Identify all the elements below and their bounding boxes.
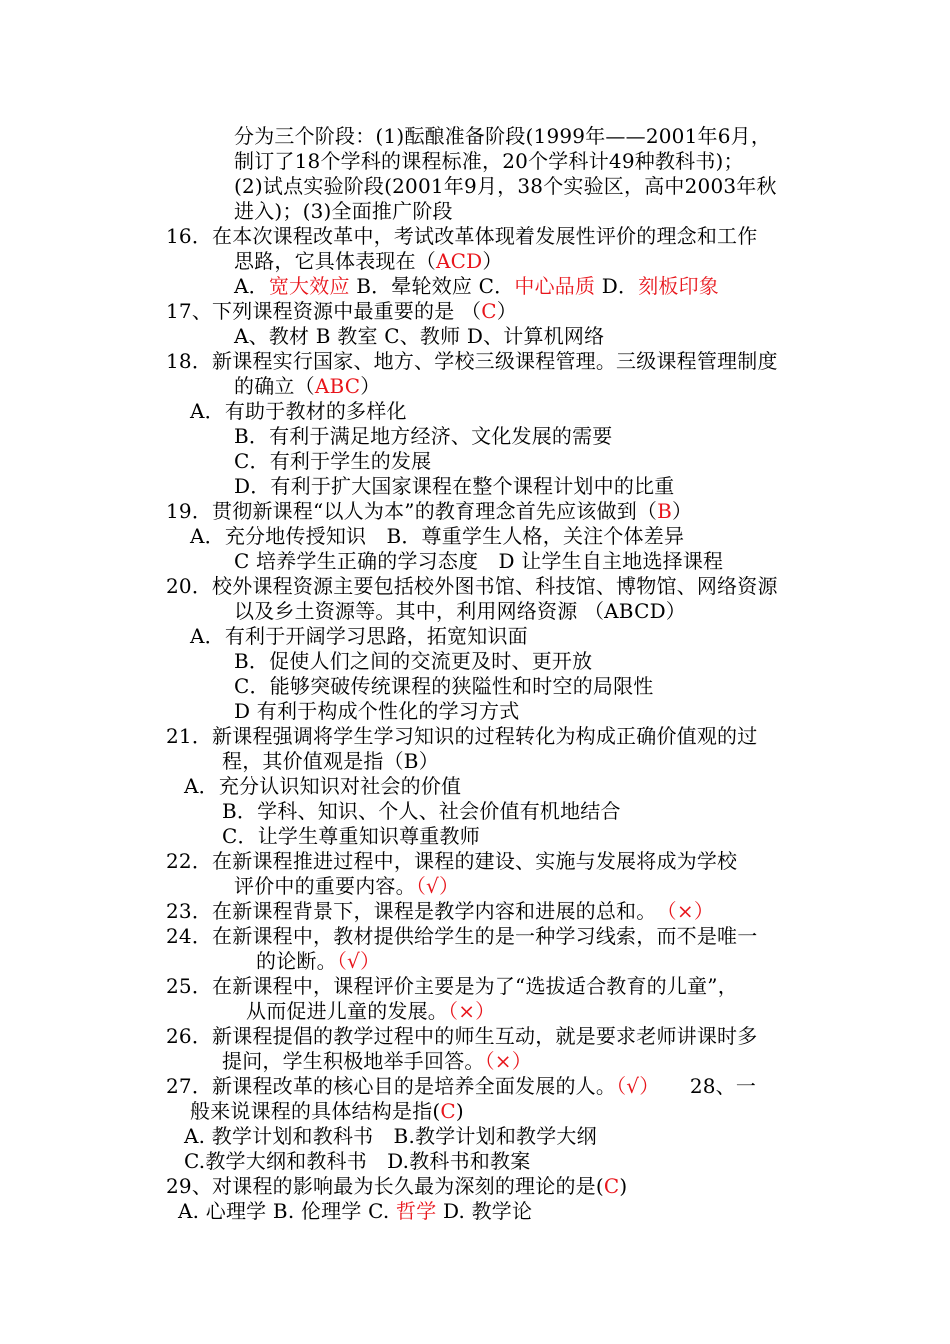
text-run: C 培养学生正确的学习态度 D 让学生自主地选择课程 xyxy=(234,549,724,573)
answer-highlight: C xyxy=(481,299,497,323)
text-line xyxy=(184,1124,597,1149)
answer-highlight: （×） xyxy=(448,999,496,1023)
text-run: 进入)；(3)全面推广阶段 xyxy=(234,199,453,223)
text-run: 26．新课程提倡的教学过程中的师生互动，就是要求老师讲课时多 xyxy=(166,1024,758,1048)
text-line xyxy=(234,149,744,174)
text-line xyxy=(234,424,613,449)
text-run: (2)试点实验阶段(2001年9月，38个实验区，高中2003年秋 xyxy=(234,174,777,198)
text-run: 24．在新课程中，教材提供给学生的是一种学习线索，而不是唯一 xyxy=(166,924,758,948)
text-line xyxy=(166,1174,627,1199)
text-run: A．有助于教材的多样化 xyxy=(190,399,407,423)
text-run: 以及乡土资源等。其中，利用网络资源 （ABCD） xyxy=(234,599,687,623)
text-run: B．有利于满足地方经济、文化发展的需要 xyxy=(234,424,613,448)
text-line xyxy=(184,774,461,799)
text-run: B．学科、知识、个人、社会价值有机地结合 xyxy=(222,799,621,823)
text-line xyxy=(222,799,621,824)
text-line xyxy=(184,1149,530,1174)
answer-highlight: 宽大效应 xyxy=(268,274,350,298)
text-run: ) xyxy=(455,1099,464,1123)
text-line xyxy=(178,1199,532,1224)
answer-highlight: 刻板印象 xyxy=(638,274,719,298)
answer-highlight: （√） xyxy=(336,949,381,973)
text-line xyxy=(234,474,674,499)
text-run: 的论断。 xyxy=(256,949,337,973)
text-run: 评价中的重要内容。 xyxy=(234,874,416,898)
text-run: 程，其价值观是指（B） xyxy=(222,749,439,773)
answer-highlight: 中心品质 xyxy=(514,274,596,298)
text-line xyxy=(190,624,528,649)
text-line xyxy=(234,249,503,274)
text-line xyxy=(166,1074,756,1099)
text-run: D．有利于扩大国家课程在整个课程计划中的比重 xyxy=(234,474,675,498)
text-line xyxy=(256,949,380,974)
text-line xyxy=(246,999,495,1024)
text-run: 思路，它具体表现在（ xyxy=(234,249,436,273)
text-run: C．能够突破传统课程的狭隘性和时空的局限性 xyxy=(234,674,654,698)
text-line xyxy=(166,974,738,999)
text-run: D 有利于构成个性化的学习方式 xyxy=(234,699,520,723)
answer-highlight: C xyxy=(603,1174,620,1198)
text-line xyxy=(166,924,757,949)
text-run: A． xyxy=(234,274,269,298)
text-run: A．有利于开阔学习思路，拓宽知识面 xyxy=(190,624,528,648)
text-line xyxy=(234,374,380,399)
text-line xyxy=(222,1049,532,1074)
text-run: A．充分认识知识对社会的价值 xyxy=(184,774,462,798)
answer-highlight: B xyxy=(657,499,673,523)
answer-highlight: （×） xyxy=(666,899,715,923)
text-run: 制订了18个学科的课程标准，20个学科计49种教科书)； xyxy=(234,149,744,173)
text-run: 分为三个阶段：(1)酝酿准备阶段(1999年——2001年6月， xyxy=(234,124,772,148)
text-run: 22．在新课程推进过程中，课程的建设、实施与发展将成为学校 xyxy=(166,849,738,873)
text-run: 28、一 xyxy=(649,1074,757,1098)
text-run: B．晕轮效应 C． xyxy=(349,274,515,298)
text-run: A．充分地传授知识 B．尊重学生人格，关注个体差异 xyxy=(190,524,685,548)
text-run: 25．在新课程中，课程评价主要是为了“选拔适合教育的儿童”， xyxy=(166,974,738,998)
text-line xyxy=(166,849,737,874)
text-run: A. 教学计划和教科书 B.教学计划和教学大纲 xyxy=(184,1124,597,1148)
text-line xyxy=(166,1024,757,1049)
answer-highlight: （×） xyxy=(484,1049,532,1073)
text-line xyxy=(234,599,686,624)
answer-highlight: （√） xyxy=(415,874,460,898)
text-run: 从而促进儿童的发展。 xyxy=(246,999,448,1023)
text-run: ） xyxy=(496,299,517,323)
text-line xyxy=(166,224,757,249)
text-line xyxy=(166,724,757,749)
text-run: ) xyxy=(619,1174,628,1198)
text-run: ） xyxy=(672,499,693,523)
text-run: 17、下列课程资源中最重要的是 （ xyxy=(166,299,482,323)
text-line xyxy=(166,899,714,924)
text-line xyxy=(234,449,431,474)
answer-highlight: （√） xyxy=(616,1074,650,1098)
text-run: A. 心理学 B. 伦理学 C. xyxy=(178,1199,396,1223)
text-run: C．有利于学生的发展 xyxy=(234,449,432,473)
text-run: 29、对课程的影响最为长久最为深刻的理论的是( xyxy=(166,1174,604,1198)
text-run: B．促使人们之间的交流更及时、更开放 xyxy=(234,649,593,673)
text-line xyxy=(234,874,459,899)
text-run: 提问，学生积极地举手回答。 xyxy=(222,1049,485,1073)
text-line xyxy=(234,699,519,724)
answer-highlight: ABC xyxy=(314,374,361,398)
text-run: 27．新课程改革的核心目的是培养全面发展的人。 xyxy=(166,1074,617,1098)
answer-highlight: 哲学 xyxy=(396,1199,437,1223)
answer-highlight: C xyxy=(440,1099,456,1123)
text-run: D. 教学论 xyxy=(436,1199,533,1223)
text-line xyxy=(234,124,771,149)
text-line xyxy=(234,274,719,299)
text-line xyxy=(166,574,778,599)
text-line xyxy=(166,499,692,524)
text-run: 19．贯彻新课程“以人为本”的教育理念首先应该做到（ xyxy=(166,499,658,523)
answer-highlight: ACD xyxy=(436,249,483,273)
text-run: 般来说课程的具体结构是指( xyxy=(190,1099,441,1123)
text-run: 23．在新课程背景下，课程是教学内容和进展的总和。 xyxy=(166,899,667,923)
text-line xyxy=(190,524,684,549)
text-run: ） xyxy=(360,374,381,398)
text-run: C．让学生尊重知识尊重教师 xyxy=(222,824,480,848)
text-line xyxy=(234,674,654,699)
text-run: 的确立（ xyxy=(234,374,315,398)
text-run: C.教学大纲和教科书 D.教科书和教案 xyxy=(184,1149,531,1173)
text-run: 21．新课程强调将学生学习知识的过程转化为构成正确价值观的过 xyxy=(166,724,758,748)
text-run: ） xyxy=(482,249,503,273)
text-run: D． xyxy=(595,274,639,298)
text-line xyxy=(234,324,604,349)
text-line xyxy=(234,199,453,224)
text-line xyxy=(190,399,407,424)
text-line xyxy=(222,749,439,774)
text-run: 18．新课程实行国家、地方、学校三级课程管理。三级课程管理制度 xyxy=(166,349,778,373)
text-line xyxy=(166,349,778,374)
text-line xyxy=(234,649,592,674)
text-line xyxy=(234,549,723,574)
text-run: 20．校外课程资源主要包括校外图书馆、科技馆、博物馆、网络资源 xyxy=(166,574,778,598)
text-line xyxy=(166,299,517,324)
text-line xyxy=(222,824,480,849)
text-run: 16．在本次课程改革中，考试改革体现着发展性评价的理念和工作 xyxy=(166,224,758,248)
text-line xyxy=(190,1099,464,1124)
text-run: A、教材 B 教室 C、教师 D、计算机网络 xyxy=(234,324,605,348)
text-line xyxy=(234,174,777,199)
